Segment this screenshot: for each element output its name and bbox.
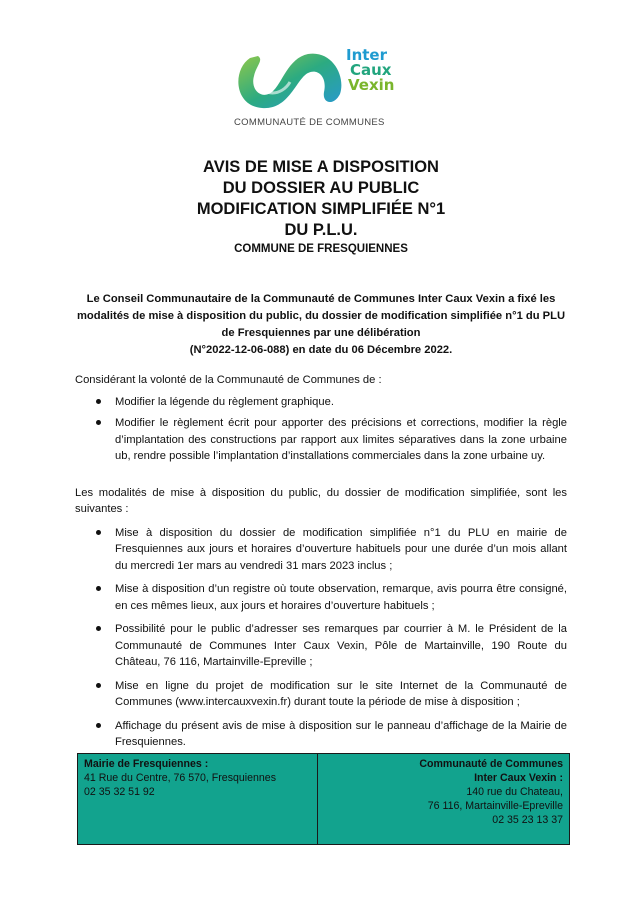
intro-line: (N°2022-12-06-088) en date du 06 Décembre 2022. [189, 344, 453, 356]
bullet-icon [96, 586, 101, 591]
document-body [75, 372, 567, 751]
document-title [0, 157, 642, 255]
bullet-icon [96, 399, 101, 404]
title-line: AVIS DE MISE A DISPOSITION [203, 158, 439, 176]
logo [228, 40, 403, 132]
contact-mairie [78, 754, 318, 844]
bullet-icon [96, 530, 101, 535]
list-item: Mise à disposition du dossier de modification simplifiée n°1 du PLU en mairie de Fresquiennes aux jours et horaires d’ouverture habituels pour une durée d’un mois allant du mercredi 1er mars au vendredi 31 mars 2023 inclus ; [75, 525, 567, 575]
contact-phone: 02 35 32 51 92 [84, 786, 155, 798]
logo-line-1: Inter [346, 46, 388, 64]
section-considerations [75, 372, 567, 465]
contact-address: 140 rue du Chateau, [466, 786, 563, 798]
logo-line-2: Caux [350, 61, 392, 79]
bullet-list [75, 525, 567, 751]
contact-name: Communauté de Communes [419, 758, 563, 770]
contact-name: Mairie de Fresquiennes : [84, 758, 209, 770]
intro-line: modalités de mise à disposition du public, du dossier de modification simplifiée n°1 du PLU [76, 310, 566, 322]
bullet-icon [96, 683, 101, 688]
title-line: DU DOSSIER AU PUBLIC [222, 179, 420, 197]
contact-phone: 02 35 23 13 37 [492, 814, 563, 826]
logo-brand-text [346, 48, 394, 93]
section-heading: Les modalités de mise à disposition du public, du dossier de modification simplifiée, sont les suivantes : [75, 486, 567, 515]
list-item: Modifier la légende du règlement graphique. [75, 394, 567, 411]
list-item: Mise en ligne du projet de modification sur le site Internet de la Communauté de Communes (www.intercauxvexin.fr) durant toute la période de mise à disposition ; [75, 678, 567, 711]
title-line: DU P.L.U. [284, 221, 358, 239]
contact-footer [77, 753, 570, 845]
contact-name: Inter Caux Vexin : [474, 772, 563, 784]
bullet-icon [96, 420, 101, 425]
title-line: MODIFICATION SIMPLIFIÉE N°1 [196, 200, 446, 218]
list-item: Modifier le règlement écrit pour apporter des précisions et corrections, modifier la règle d’implantation des constructions par rapport aux limites séparatives dans la zone urbaine ub, rendre possible l’implantation d’installations commerciales dans la zone urbaine uy. [75, 415, 567, 465]
intro-line: Le Conseil Communautaire de la Communauté de Communes Inter Caux Vexin a fixé les [86, 293, 556, 305]
logo-subtitle: COMMUNAUTÉ DE COMMUNES [234, 117, 385, 128]
commune-name: COMMUNE DE FRESQUIENNES [234, 243, 408, 255]
bullet-icon [96, 626, 101, 631]
intro-line: de Fresquiennes par une délibération [221, 327, 421, 339]
bullet-icon [96, 723, 101, 728]
logo-swirl-icon [228, 40, 346, 120]
bullet-list [75, 394, 567, 465]
list-item: Mise à disposition d’un registre où toute observation, remarque, avis pourra être consigné, en ces mêmes lieux, aux jours et horaires d’ouverture habituels ; [75, 581, 567, 614]
contact-address: 76 116, Martainville-Epreville [427, 800, 563, 812]
list-item: Possibilité pour le public d’adresser ses remarques par courrier à M. le Président de la Communauté de Communes Inter Caux Vexin, Pôle de Martainville, 190 Route du Château, 76 116, Martainville-Epreville ; [75, 621, 567, 671]
contact-communaute [318, 754, 569, 844]
intro-paragraph [70, 291, 572, 359]
section-heading: Considérant la volonté de la Communauté de Communes de : [75, 374, 382, 386]
section-modalities [75, 485, 567, 751]
contact-address: 41 Rue du Centre, 76 570, Fresquiennes [84, 772, 276, 784]
logo-line-3: Vexin [348, 76, 395, 94]
list-item: Affichage du présent avis de mise à disposition sur le panneau d’affichage de la Mairie de Fresquiennes. [75, 718, 567, 751]
